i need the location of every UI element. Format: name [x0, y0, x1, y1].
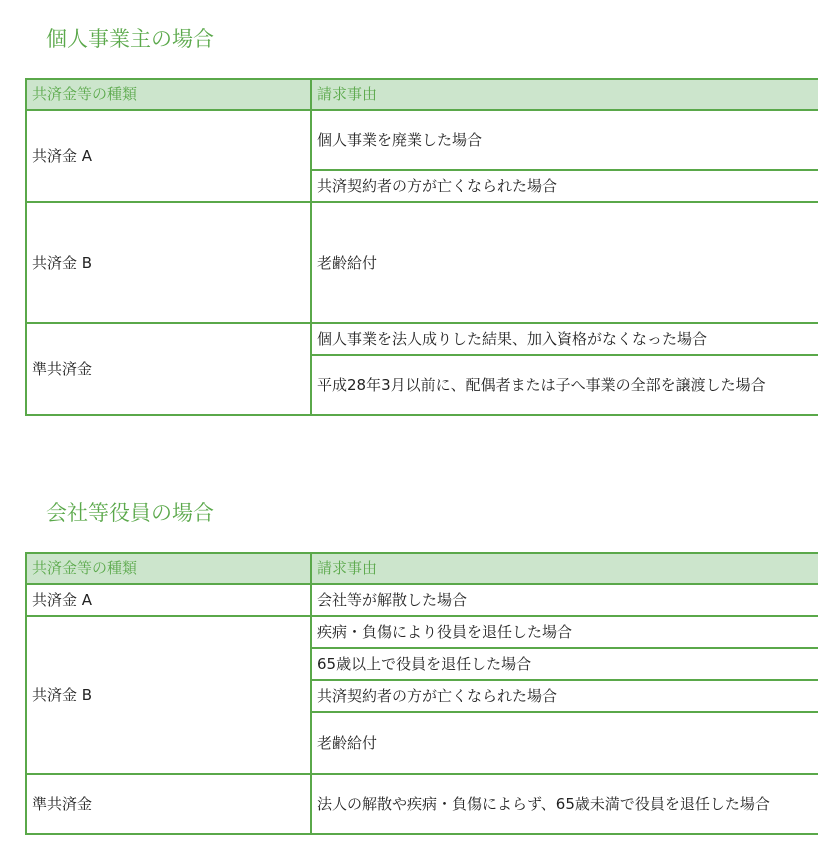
- table-header-row: [26, 553, 818, 584]
- section-title-company-officer: 会社等役員の場合: [46, 501, 214, 525]
- claim-reason-cell: 共済契約者の方が亡くなられた場合: [311, 170, 818, 202]
- claim-reason-cell: 老齢給付: [311, 712, 818, 774]
- header-claim-reason: 請求事由: [311, 553, 818, 584]
- claim-table-company-officer: [25, 552, 818, 835]
- header-claim-reason: 請求事由: [311, 79, 818, 110]
- benefit-type-cell: 共済金 B: [26, 616, 311, 774]
- claim-reason-cell: 個人事業を廃業した場合: [311, 110, 818, 170]
- benefit-type-cell: 準共済金: [26, 323, 311, 415]
- claim-reason-cell: 法人の解散や疾病・負傷によらず、65歳未満で役員を退任した場合: [311, 774, 818, 834]
- benefit-type-cell: 共済金 B: [26, 202, 311, 323]
- claim-reason-cell: 老齢給付: [311, 202, 818, 323]
- claim-reason-cell: 会社等が解散した場合: [311, 584, 818, 616]
- claim-reason-cell: 共済契約者の方が亡くなられた場合: [311, 680, 818, 712]
- header-benefit-type: 共済金等の種類: [26, 553, 311, 584]
- benefit-type-cell: 共済金 A: [26, 110, 311, 202]
- table-row: [26, 110, 818, 170]
- benefit-type-cell: 準共済金: [26, 774, 311, 834]
- table-row: [26, 616, 818, 648]
- table-row: [26, 584, 818, 616]
- claim-reason-cell: 疾病・負傷により役員を退任した場合: [311, 616, 818, 648]
- table-header-row: [26, 79, 818, 110]
- header-benefit-type: 共済金等の種類: [26, 79, 311, 110]
- claim-reason-cell: 個人事業を法人成りした結果、加入資格がなくなった場合: [311, 323, 818, 355]
- claim-reason-cell: 平成28年3月以前に、配偶者または子へ事業の全部を譲渡した場合: [311, 355, 818, 415]
- table-row: [26, 774, 818, 834]
- claim-reason-cell: 65歳以上で役員を退任した場合: [311, 648, 818, 680]
- table-row: [26, 323, 818, 355]
- table-row: [26, 202, 818, 323]
- claim-table-sole-proprietor: [25, 78, 818, 416]
- section-title-sole-proprietor: 個人事業主の場合: [46, 27, 214, 51]
- benefit-type-cell: 共済金 A: [26, 584, 311, 616]
